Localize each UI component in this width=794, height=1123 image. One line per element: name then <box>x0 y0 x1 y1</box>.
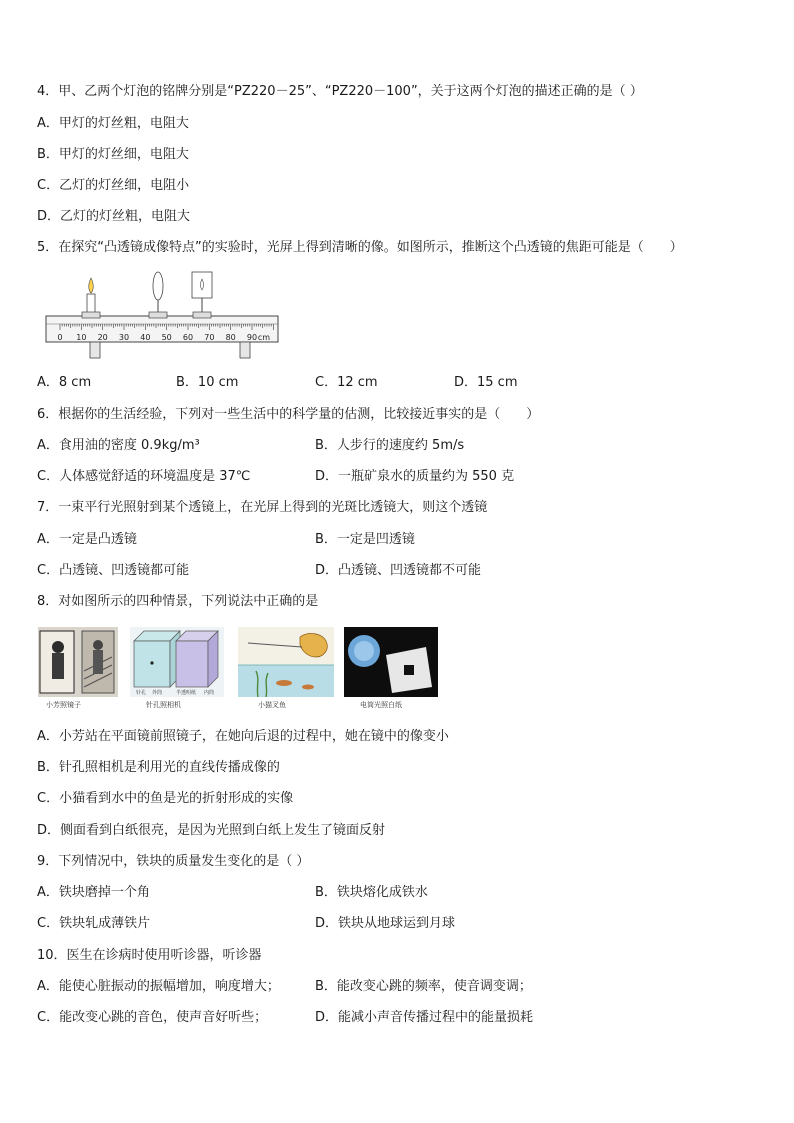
q5-option-c: C．12 cm <box>315 375 378 390</box>
q4-stem: 4．甲、乙两个灯泡的铭牌分别是“PZ220－25”、“PZ220－100”，关于这两个灯泡的描述正确的是（ ） <box>37 84 643 99</box>
q9-option-d: D．铁块从地球运到月球 <box>315 916 456 931</box>
pinhole-camera-image <box>130 627 224 697</box>
svg-text:外筒: 外筒 <box>152 690 163 696</box>
q9-option-a: A．铁块磨掉一个角 <box>37 885 150 900</box>
q4-option-a: A．甲灯的灯丝粗，电阻大 <box>37 116 189 131</box>
q9-option-b: B．铁块熔化成铁水 <box>315 885 428 900</box>
svg-text:针孔: 针孔 <box>136 690 147 696</box>
q10-option-d: D．能减小声音传播过程中的能量损耗 <box>315 1010 534 1025</box>
q8-option-d: D．侧面看到白纸很亮，是因为光照到白纸上发生了镜面反射 <box>37 823 386 838</box>
q5-option-a: A．8 cm <box>37 375 92 390</box>
ruler-tick-label: 30 <box>118 333 130 342</box>
ruler-tick-label: 20 <box>97 333 108 342</box>
q5-option-d: D．15 cm <box>454 375 518 390</box>
q6-option-b: B．人步行的速度约 5m/s <box>315 438 465 453</box>
q7-option-d: D．凸透镜、凹透镜都不可能 <box>315 563 482 578</box>
ruler-tick-label: 90 <box>246 333 258 342</box>
svg-text:半透明纸: 半透明纸 <box>176 690 197 696</box>
caption-mirror: 小芳照镜子 <box>46 701 81 709</box>
q10-option-a: A．能使心脏振动的振幅增加，响度增大； <box>37 979 280 994</box>
ruler-tick-label: 40 <box>140 333 151 342</box>
ruler-tick-label: 80 <box>225 333 236 342</box>
q8-option-b: B．针孔照相机是利用光的直线传播成像的 <box>37 760 280 775</box>
q10-option-b: B．能改变心跳的频率，使音调变调； <box>315 979 532 994</box>
q9-stem: 9．下列情况中，铁块的质量发生变化的是（ ） <box>37 854 310 869</box>
q4-option-d: D．乙灯的灯丝粗，电阻大 <box>37 209 191 224</box>
q8-option-c: C．小猫看到水中的鱼是光的折射形成的实像 <box>37 791 294 806</box>
caption-flashlight: 电筒光照白纸 <box>360 701 402 709</box>
ruler-tick-label: 0 <box>57 333 63 342</box>
q8-stem: 8．对如图所示的四种情景，下列说法中正确的是 <box>37 594 319 609</box>
q5-option-b: B．10 cm <box>176 375 239 390</box>
svg-text:内筒: 内筒 <box>204 690 215 696</box>
q8-option-a: A．小芳站在平面镜前照镜子，在她向后退的过程中，她在镜中的像变小 <box>37 729 449 744</box>
cat-fishing-image <box>238 627 334 697</box>
ruler-tick-label: 10 <box>76 333 87 342</box>
optical-bench-figure <box>44 268 284 364</box>
ruler-tick-label: cm <box>257 333 271 342</box>
q7-option-c: C．凸透镜、凹透镜都可能 <box>37 563 190 578</box>
q6-option-d: D．一瓶矿泉水的质量约为 550 克 <box>315 469 515 484</box>
q6-option-c: C．人体感觉舒适的环境温度是 37℃ <box>37 469 251 484</box>
q7-option-b: B．一定是凹透镜 <box>315 532 415 547</box>
q7-stem: 7．一束平行光照射到某个透镜上，在光屏上得到的光斑比透镜大，则这个透镜 <box>37 500 488 515</box>
q4-option-b: B．甲灯的灯丝细，电阻大 <box>37 147 189 162</box>
flashlight-paper-image <box>344 627 438 697</box>
q5-stem: 5．在探究“凸透镜成像特点”的实验时，光屏上得到清晰的像。如图所示，推断这个凸透镜的焦距可能是（ ） <box>37 240 683 255</box>
ruler-tick-label: 50 <box>161 333 172 342</box>
q6-option-a: A．食用油的密度 0.9kg/m³ <box>37 438 200 453</box>
ruler-tick-label: 70 <box>204 333 215 342</box>
q4-option-c: C．乙灯的灯丝细，电阻小 <box>37 178 190 193</box>
caption-cat: 小猫叉鱼 <box>258 701 286 709</box>
mirror-scene-image <box>38 627 118 697</box>
q10-stem: 10．医生在诊病时使用听诊器，听诊器 <box>37 948 262 963</box>
q9-option-c: C．铁块轧成薄铁片 <box>37 916 151 931</box>
q6-stem: 6．根据你的生活经验，下列对一些生活中的科学量的估测，比较接近事实的是（ ） <box>37 407 540 422</box>
ruler-tick-label: 60 <box>182 333 194 342</box>
caption-pinhole: 针孔照相机 <box>146 701 181 709</box>
q10-option-c: C．能改变心跳的音色，使声音好听些； <box>37 1010 268 1025</box>
q7-option-a: A．一定是凸透镜 <box>37 532 137 547</box>
